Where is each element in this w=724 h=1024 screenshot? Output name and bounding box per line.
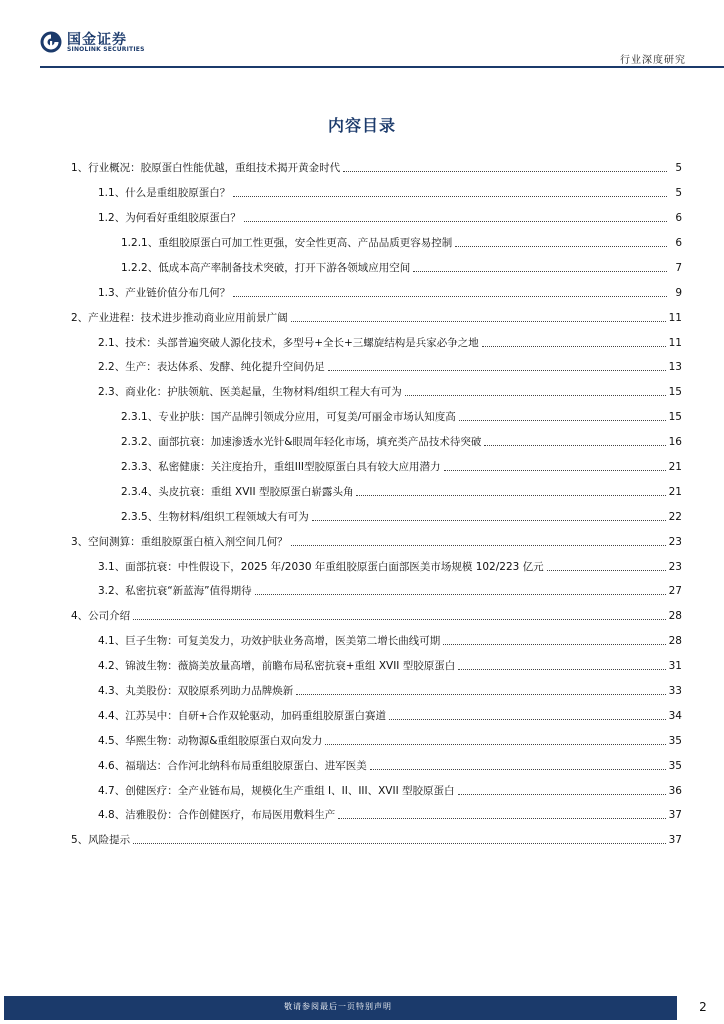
- toc-entry-2-3-1[interactable]: [121, 410, 682, 424]
- toc-entry-4-3[interactable]: [98, 684, 682, 698]
- toc-entry-title: 1.1、什么是重组胶原蛋白？: [98, 187, 231, 199]
- toc-entry-title: 2.3.2、面部抗衰：加速渗透水光针&眼周年轻化市场，填充类产品技术待突破: [121, 436, 482, 448]
- toc-entry-5[interactable]: [71, 833, 682, 847]
- toc-entry-page: 21: [668, 486, 682, 498]
- toc-dot-leader: [133, 842, 665, 844]
- toc-entry-title: 2.3.1、专业护肤：国产品牌引领成分应用，可复美/可丽金市场认知度高: [121, 411, 456, 423]
- toc-dot-leader: [133, 618, 665, 620]
- toc-dot-leader: [459, 419, 666, 421]
- toc-dot-leader: [233, 295, 667, 297]
- toc-entry-2-3[interactable]: [98, 385, 682, 399]
- toc-entry-2-3-2[interactable]: [121, 435, 682, 449]
- toc-entry-page: 37: [668, 834, 682, 846]
- toc-dot-leader: [328, 369, 666, 371]
- toc-entry-page: 11: [668, 337, 682, 349]
- toc-entry-page: 28: [668, 635, 682, 647]
- toc-dot-leader: [325, 743, 665, 745]
- toc-entry-page: 15: [668, 411, 682, 423]
- toc-entry-title: 4.7、创健医疗：全产业链布局，规模化生产重组 I、II、III、XVII 型胶原蛋白: [98, 785, 455, 797]
- toc-dot-leader: [458, 793, 666, 795]
- logo-name-en: SINOLINK SECURITIES: [67, 46, 145, 53]
- toc-entry-title: 1、行业概况：胶原蛋白性能优越，重组技术揭开黄金时代: [71, 162, 341, 174]
- toc-entry-title: 2.3.3、私密健康：关注度抬升，重组III型胶原蛋白具有较大应用潜力: [121, 461, 441, 473]
- sinolink-logo: [40, 30, 190, 54]
- toc-entry-1-2[interactable]: [98, 211, 682, 225]
- toc-entry-page: 11: [668, 312, 682, 324]
- toc-entry-title: 2.3.4、头皮抗衰：重组 XVII 型胶原蛋白崭露头角: [121, 486, 354, 498]
- toc-entry-page: 23: [668, 561, 682, 573]
- toc-entry-3-1[interactable]: [98, 560, 682, 574]
- toc-entry-page: 33: [668, 685, 682, 697]
- toc-entry-title: 4.6、福瑞达：合作河北纳科布局重组胶原蛋白、进军医美: [98, 760, 367, 772]
- toc-dot-leader: [370, 768, 666, 770]
- toc-entry-page: 6: [675, 212, 682, 224]
- toc-entry-4-8[interactable]: [98, 808, 682, 822]
- toc-entry-page: 34: [668, 710, 682, 722]
- toc-entry-2-3-3[interactable]: [121, 460, 682, 474]
- toc-entry-page: 22: [668, 511, 682, 523]
- toc-entry-title: 3.1、面部抗衰：中性假设下，2025 年/2030 年重组胶原蛋白面部医美市场规模 102/223 亿元: [98, 561, 544, 573]
- toc-dot-leader: [291, 544, 666, 546]
- toc-entry-page: 37: [668, 809, 682, 821]
- toc-dot-leader: [482, 345, 666, 347]
- toc-entry-title: 4.4、江苏吴中：自研+合作双轮驱动，加码重组胶原蛋白赛道: [98, 710, 386, 722]
- toc-entry-title: 1.2、为何看好重组胶原蛋白？: [98, 212, 241, 224]
- toc-title: 内容目录: [327, 116, 396, 135]
- toc-entry-title: 3、空间测算：重组胶原蛋白植入剂空间几何？: [71, 536, 288, 548]
- toc-entry-page: 7: [675, 262, 682, 274]
- logo-name-cn: 国金证券: [67, 32, 127, 48]
- toc-entry-title: 4.5、华熙生物：动物源&重组胶原蛋白双向发力: [98, 735, 323, 747]
- header-divider: [40, 66, 724, 68]
- toc-entry-title: 4.2、锦波生物：薇旖美放量高增，前瞻布局私密抗衰+重组 XVII 型胶原蛋白: [98, 660, 456, 672]
- toc-entry-4-5[interactable]: [98, 734, 682, 748]
- toc-dot-leader: [255, 593, 666, 595]
- toc-entry-title: 4.8、洁雅股份：合作创健医疗，布局医用敷料生产: [98, 809, 336, 821]
- toc-entry-page: 9: [675, 287, 682, 299]
- toc-entry-page: 23: [668, 536, 682, 548]
- toc-entry-page: 21: [668, 461, 682, 473]
- toc-entry-title: 3.2、私密抗衰“新蓝海”值得期待: [98, 585, 252, 597]
- toc-entry-title: 2.2、生产：表达体系、发酵、纯化提升空间仍足: [98, 361, 325, 373]
- toc-entry-3-2[interactable]: [98, 584, 682, 598]
- toc-entry-page: 35: [668, 735, 682, 747]
- toc-dot-leader: [244, 220, 667, 222]
- toc-entry-4-1[interactable]: [98, 634, 682, 648]
- toc-entry-title: 1.2.1、重组胶原蛋白可加工性更强，安全性更高、产品品质更容易控制: [121, 237, 453, 249]
- toc-entry-4-2[interactable]: [98, 659, 682, 673]
- toc-entry-page: 27: [668, 585, 682, 597]
- toc-entry-page: 31: [668, 660, 682, 672]
- toc-dot-leader: [296, 693, 665, 695]
- toc-entry-4[interactable]: [71, 609, 682, 623]
- toc-dot-leader: [356, 494, 665, 496]
- toc-entry-title: 1.2.2、低成本高产率制备技术突破，打开下游各领域应用空间: [121, 262, 411, 274]
- toc-entry-page: 16: [668, 436, 682, 448]
- toc-dot-leader: [233, 195, 667, 197]
- toc-entry-title: 2.1、技术：头部普遍突破人源化技术，多型号+全长+三螺旋结构是兵家必争之地: [98, 337, 479, 349]
- toc-dot-leader: [343, 170, 667, 172]
- toc-entry-1[interactable]: [71, 161, 682, 175]
- toc-dot-leader: [484, 444, 665, 446]
- page-number: 2: [699, 1000, 707, 1014]
- toc-entry-2-3-4[interactable]: [121, 485, 682, 499]
- toc-dot-leader: [291, 320, 666, 322]
- toc-dot-leader: [405, 394, 666, 396]
- toc-entry-title: 2.3、商业化：护肤领航、医美起量，生物材料/组织工程大有可为: [98, 386, 402, 398]
- toc-entry-title: 2、产业进程：技术进步推动商业应用前景广阔: [71, 312, 288, 324]
- page-header: [0, 0, 724, 70]
- footer-disclaimer: 敬请参阅最后一页特别声明: [284, 1002, 392, 1011]
- toc-entry-page: 15: [668, 386, 682, 398]
- toc-dot-leader: [455, 245, 667, 247]
- toc-entry-title: 4.1、巨子生物：可复美发力，功效护肤业务高增，医美第二增长曲线可期: [98, 635, 441, 647]
- toc-entry-1-3[interactable]: [98, 286, 682, 300]
- toc-entry-2-3-5[interactable]: [121, 510, 682, 524]
- toc-entry-2-1[interactable]: [98, 336, 682, 350]
- toc-entry-title: 2.3.5、生物材料/组织工程领域大有可为: [121, 511, 309, 523]
- toc-entry-page: 13: [668, 361, 682, 373]
- toc-dot-leader: [444, 469, 666, 471]
- toc-dot-leader: [312, 519, 666, 521]
- toc-entry-title: 4.3、丸美股份：双胶原系列助力品牌焕新: [98, 685, 294, 697]
- toc-dot-leader: [547, 569, 666, 571]
- toc-entry-4-6[interactable]: [98, 759, 682, 773]
- toc-entry-4-7[interactable]: [98, 784, 682, 798]
- toc-entry-1-2-1[interactable]: [121, 236, 682, 250]
- toc-entry-page: 5: [675, 162, 682, 174]
- toc-entry-title: 5、风险提示: [71, 834, 131, 846]
- toc-entry-2[interactable]: [71, 311, 682, 325]
- toc-entry-4-4[interactable]: [98, 709, 682, 723]
- toc-entry-3[interactable]: [71, 535, 682, 549]
- toc-entry-page: 36: [668, 785, 682, 797]
- toc-entry-page: 28: [668, 610, 682, 622]
- toc-entry-page: 35: [668, 760, 682, 772]
- toc-entry-page: 5: [675, 187, 682, 199]
- toc-dot-leader: [413, 270, 667, 272]
- toc-entry-title: 4、公司介绍: [71, 610, 131, 622]
- toc-dot-leader: [338, 817, 665, 819]
- toc-entry-2-2[interactable]: [98, 360, 682, 374]
- sinolink-logo-icon: [40, 31, 62, 53]
- document-type: 行业深度研究: [620, 55, 686, 66]
- toc-entry-title: 1.3、产业链价值分布几何？: [98, 287, 231, 299]
- toc-dot-leader: [458, 668, 665, 670]
- toc-entry-1-2-2[interactable]: [121, 261, 682, 275]
- toc-entry-1-1[interactable]: [98, 186, 682, 200]
- toc-dot-leader: [389, 718, 666, 720]
- toc-entry-page: 6: [675, 237, 682, 249]
- toc-dot-leader: [443, 643, 665, 645]
